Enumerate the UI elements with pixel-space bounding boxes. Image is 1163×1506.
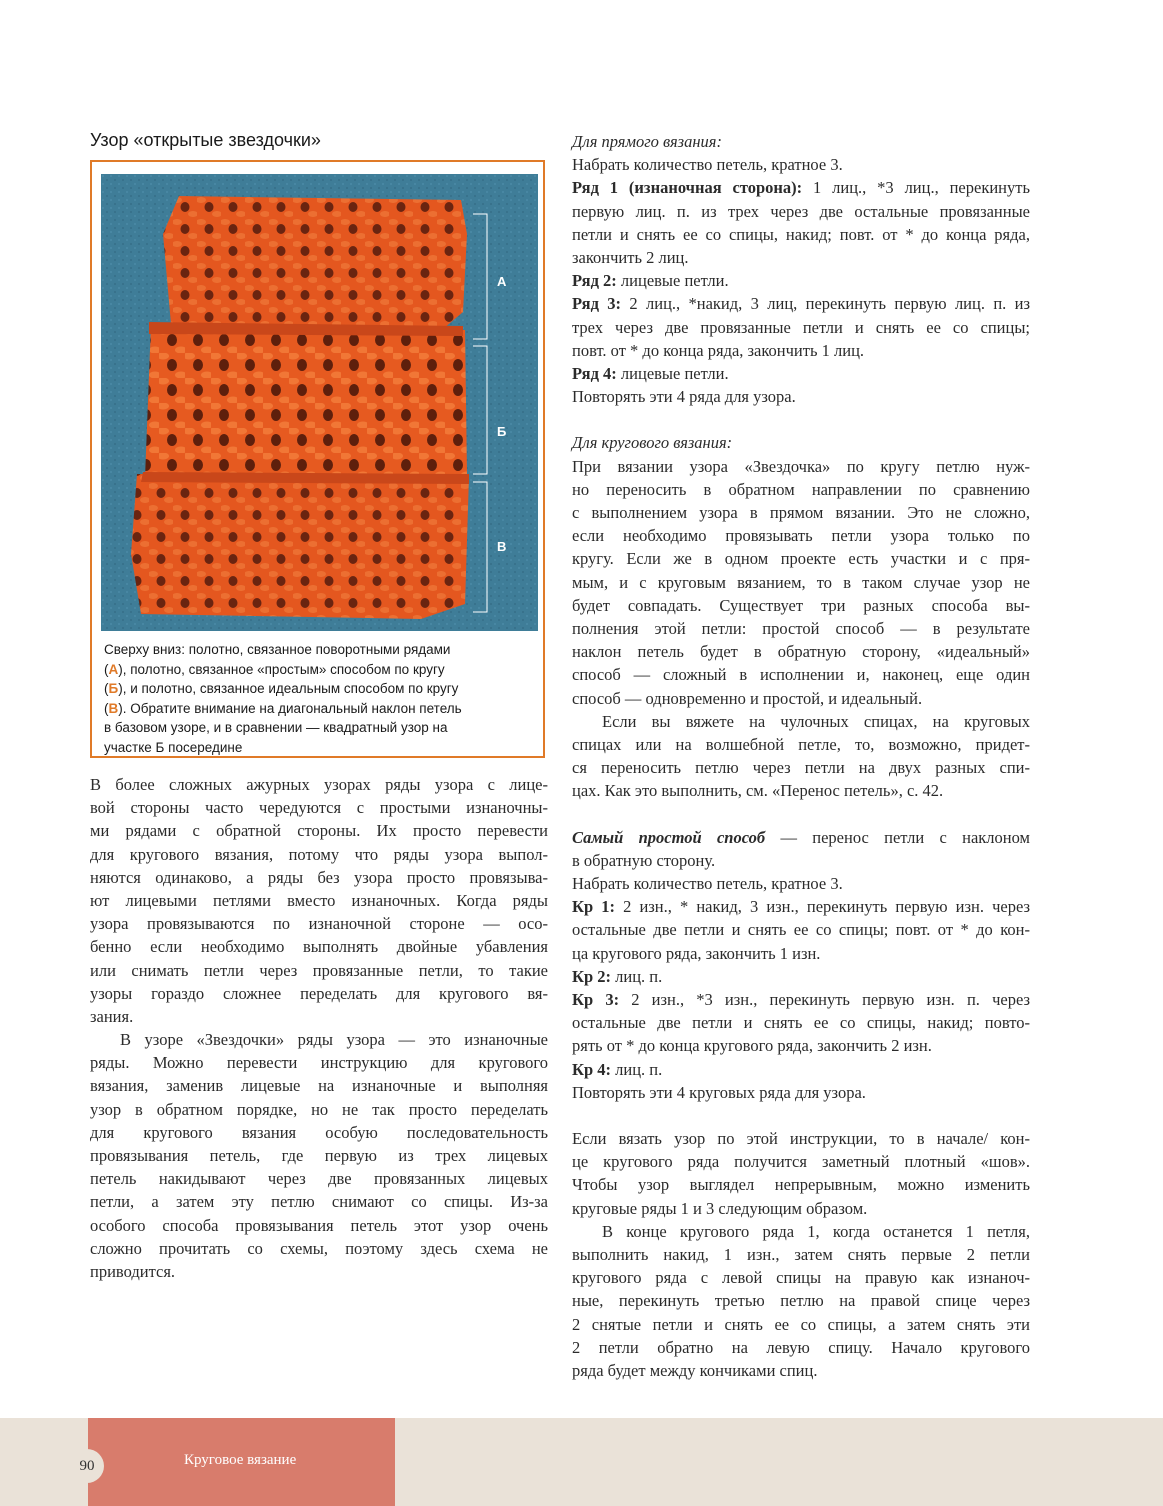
body-text: рять от * до конца кругового ряда, закончить 2 изн. xyxy=(572,1036,932,1056)
caption-text: участке Б посередине xyxy=(104,739,243,755)
text-line xyxy=(572,1127,1030,1150)
text-line xyxy=(572,223,1030,246)
text-line xyxy=(572,1243,1030,1266)
body-text: лицевые петли. xyxy=(616,363,729,383)
caption-section-tag: А xyxy=(108,661,119,677)
caption-line xyxy=(104,718,534,738)
text-line xyxy=(572,1150,1030,1173)
body-text: 2 изн., *3 изн., перекинуть первую изн. п. через xyxy=(619,989,1030,1009)
text-line xyxy=(572,663,1030,686)
text-line xyxy=(572,779,1030,802)
text-line xyxy=(572,385,1030,408)
text-line xyxy=(572,687,1030,710)
text-line xyxy=(90,1214,548,1237)
text-line xyxy=(572,640,1030,663)
caption-text: ( xyxy=(104,661,109,677)
body-text: первую лиц. п. из трех через две остальные провязанные xyxy=(572,201,1030,221)
body-text: для кругового вязания особую последовательность xyxy=(90,1122,548,1142)
body-text: В узоре «Звездочки» ряды узора — это изнаночные xyxy=(120,1030,548,1050)
knitted-swatch-photo xyxy=(101,174,538,631)
caption-text: Сверху вниз: полотно, связанное поворотными рядами xyxy=(104,642,451,657)
text-line xyxy=(90,1237,548,1260)
caption-text: ( xyxy=(104,681,109,696)
text-line xyxy=(572,1058,1030,1081)
text-line xyxy=(90,866,548,889)
body-text: 2 снятые петли и снять ее со спицы, а затем снять эти xyxy=(572,1314,1030,1334)
body-text: ся переносить петлю через петли на двух разных спи- xyxy=(572,758,1030,778)
emphasis-text: Ряд 4: xyxy=(572,363,617,383)
section-label-b: Б xyxy=(497,424,507,439)
body-text: 2 петли обратно на левую спицу. Начало кругового xyxy=(572,1337,1030,1357)
text-line xyxy=(572,455,1030,478)
body-text: лицевые петли. xyxy=(616,271,729,291)
text-line xyxy=(572,1220,1030,1243)
body-text: кругового ряда с левой спицы на правую как изнаноч- xyxy=(572,1268,1030,1288)
body-text: способ — одновременно и простой, и идеальный. xyxy=(572,688,923,708)
body-text: це кругового ряда получится заметный плотный «шов». xyxy=(572,1152,1030,1172)
body-text: В конце кругового ряда 1, когда останется 1 петля, xyxy=(602,1221,1030,1241)
text-line xyxy=(572,965,1030,988)
body-text: ные, перекинуть третью петлю на правой спице через xyxy=(572,1291,1030,1311)
caption-line xyxy=(104,640,534,660)
text-line xyxy=(572,269,1030,292)
body-text: ца кругового ряда, закончить 1 изн. xyxy=(572,943,821,963)
text-line xyxy=(572,153,1030,176)
text-line xyxy=(90,959,548,982)
body-text: Повторять эти 4 ряда для узора. xyxy=(572,387,796,407)
text-line xyxy=(90,982,548,1005)
body-text: Если вы вяжете на чулочных спицах, на круговых xyxy=(602,711,1030,731)
caption-section-tag: Б xyxy=(108,681,119,696)
text-line xyxy=(572,1197,1030,1220)
body-text: — перенос петли с наклоном xyxy=(765,827,1030,847)
text-line xyxy=(90,1074,548,1097)
text-line xyxy=(572,826,1030,849)
text-line xyxy=(572,362,1030,385)
emphasis-text: Кр 4: xyxy=(572,1059,612,1079)
text-line xyxy=(572,849,1030,872)
section-label-a: А xyxy=(497,274,507,289)
text-line xyxy=(572,1034,1030,1057)
text-line xyxy=(90,889,548,912)
section-heading: Узор «открытые звездочки» xyxy=(90,130,321,150)
body-text: мым, и с круговым вязанием, то в таком случае узор не xyxy=(572,572,1030,592)
text-line xyxy=(90,1167,548,1190)
body-text: узор в обратном порядке, но не так просто переделать xyxy=(90,1099,548,1119)
swatch-illustration xyxy=(101,174,538,631)
text-line xyxy=(572,339,1030,362)
text-line xyxy=(572,176,1030,199)
text-line xyxy=(90,1260,548,1283)
body-text: ют лицевыми петлями вместо изнаночных. Когда ряды xyxy=(90,890,548,910)
emphasis-text: Кр 1: xyxy=(572,897,615,917)
caption-line xyxy=(104,660,534,680)
footer-section-title: Круговое вязание xyxy=(184,1452,297,1468)
body-text: в обратную сторону. xyxy=(572,850,716,870)
body-text: если необходимо провязывать петли узора только по xyxy=(572,526,1030,546)
body-text: лиц. п. xyxy=(611,966,663,986)
page-number: 90 xyxy=(70,1449,104,1483)
text-line xyxy=(572,872,1030,895)
body-text: Чтобы узор выглядел непрерывным, можно изменить xyxy=(572,1175,1030,1195)
body-text: особого способа провязывания петель этот узор очень xyxy=(90,1215,548,1235)
emphasis-text: Ряд 2: xyxy=(572,271,617,291)
text-line xyxy=(90,773,548,796)
paragraph-gap xyxy=(572,802,1030,825)
body-text: выполнить накид, 1 изн., затем снять первые 2 петли xyxy=(572,1245,1030,1264)
body-text: няются одинаково, а ряды без узора просто провязыва- xyxy=(90,867,548,887)
emphasis-text: Кр 2: xyxy=(572,966,612,986)
body-text: способ — сложный в исполнении и, наконец, еще один xyxy=(572,665,1030,685)
text-line xyxy=(572,571,1030,594)
text-line xyxy=(90,912,548,935)
body-text: вой стороны часто чередуются с простыми изнаночны- xyxy=(90,798,548,818)
figure-caption xyxy=(104,640,534,757)
body-text: узоры гораздо сложнее переделать для кругового вя- xyxy=(90,983,548,1003)
body-text: наклон петель будет в обратную сторону, «идеальный» xyxy=(572,642,1030,662)
caption-text: в базовом узоре, и в сравнении — квадратный узор на xyxy=(104,720,448,735)
text-line xyxy=(572,547,1030,570)
emphasis-text: Самый простой способ xyxy=(572,827,766,847)
text-line xyxy=(572,1266,1030,1289)
text-line xyxy=(572,524,1030,547)
text-line xyxy=(572,478,1030,501)
body-text: будет совпадать. Существует три разных способа вы- xyxy=(572,595,1030,615)
text-line xyxy=(572,895,1030,918)
body-text: петли и снять ее со спицы, накид; повт. от * до конца ряда, xyxy=(572,224,1030,244)
emphasis-text: Для прямого вязания: xyxy=(572,132,722,151)
body-text: сложно прочитать со схемы, поэтому здесь схема не xyxy=(90,1238,548,1258)
text-line xyxy=(572,501,1030,524)
text-line xyxy=(90,1144,548,1167)
text-line xyxy=(572,246,1030,269)
caption-text: ), и полотно, связанное идеальным способом по кругу xyxy=(118,681,459,696)
body-text: спицах или на волшебной петле, то, возможно, придет- xyxy=(572,734,1030,754)
text-line xyxy=(572,292,1030,315)
section-label-v: В xyxy=(497,539,507,554)
figure-frame xyxy=(90,160,545,758)
text-line xyxy=(572,733,1030,756)
text-line xyxy=(572,942,1030,965)
body-text: остальные две петли и снять ее со спицы; повт. от * до кон- xyxy=(572,920,1030,940)
caption-section-tag: В xyxy=(108,700,119,716)
text-line xyxy=(572,1336,1030,1359)
text-line xyxy=(572,1173,1030,1196)
emphasis-text: Для кругового вязания: xyxy=(572,433,733,453)
body-text: ряды. Можно перевести инструкцию для кругового xyxy=(90,1053,548,1073)
body-text: остальные две петли и снять ее со спицы, накид; повто- xyxy=(572,1013,1030,1033)
body-text: петель накидывают через две провязанных лицевых xyxy=(90,1169,548,1189)
text-line xyxy=(90,1121,548,1144)
paragraph-gap xyxy=(572,1104,1030,1127)
caption-line xyxy=(104,738,534,758)
text-line xyxy=(572,1289,1030,1312)
text-line xyxy=(572,988,1030,1011)
body-text: ряда будет между кончиками спиц. xyxy=(572,1360,818,1380)
emphasis-text: Кр 3: xyxy=(572,989,620,1009)
body-text: но переносить в обратном направлении по сравнению xyxy=(572,479,1030,499)
text-line xyxy=(90,935,548,958)
text-line xyxy=(90,1051,548,1074)
body-text: петли, а затем эту петлю снимают со спицы. Из-за xyxy=(90,1192,548,1212)
body-text: зания. xyxy=(90,1006,134,1026)
text-line xyxy=(90,819,548,842)
body-text: вязания, заменив лицевые на изнаночные и выполняя xyxy=(90,1076,548,1096)
body-text: 2 изн., * накид, 3 изн., перекинуть первую изн. через xyxy=(615,897,1030,917)
text-line xyxy=(90,1190,548,1213)
emphasis-text: Ряд 1 (изнаночная сторона): xyxy=(572,178,803,198)
text-line xyxy=(90,796,548,819)
body-text: или снимать петли через провязанные петли, то такие xyxy=(90,960,548,980)
text-line xyxy=(572,130,1030,153)
text-line xyxy=(572,431,1030,454)
body-text: закончить 2 лиц. xyxy=(572,247,689,267)
body-text: Если вязать узор по этой инструкции, то в начале/ кон- xyxy=(572,1129,1030,1149)
text-line xyxy=(572,1081,1030,1104)
body-text: цах. Как это выполнить, см. «Перенос петель», с. 42. xyxy=(572,781,944,801)
caption-text: ), полотно, связанное «простым» способом по кругу xyxy=(118,661,445,677)
text-line xyxy=(572,1359,1030,1382)
right-column-text xyxy=(572,130,1030,1382)
text-line xyxy=(572,316,1030,339)
body-text: круговые ряды 1 и 3 следующим образом. xyxy=(572,1198,868,1218)
text-line xyxy=(572,200,1030,223)
body-text: с выполнением узора в прямом вязании. Это не сложно, xyxy=(572,503,1030,522)
text-line xyxy=(572,710,1030,733)
body-text: При вязании узора «Звездочка» по кругу петлю нуж- xyxy=(572,456,1030,476)
text-line xyxy=(90,1098,548,1121)
caption-text: ). Обратите внимание на диагональный наклон петель xyxy=(118,700,462,716)
text-line xyxy=(572,1011,1030,1034)
emphasis-text: Ряд 3: xyxy=(572,294,622,314)
body-text: провязывания петель, где первую из трех лицевых xyxy=(90,1146,548,1165)
text-line xyxy=(90,843,548,866)
body-text: приводится. xyxy=(90,1261,176,1281)
body-text: узора провязываются по изнаночной стороне — осо- xyxy=(90,914,548,934)
body-text: бенно если необходимо выполнять двойные убавления xyxy=(90,937,548,957)
body-text: для кругового вязания, потому что ряды узора выпол- xyxy=(90,844,548,864)
caption-line xyxy=(104,699,534,719)
text-line xyxy=(572,756,1030,779)
body-text: кругу. Если же в одном проекте есть участки и с пря- xyxy=(572,549,1030,569)
left-column-text xyxy=(90,773,548,1283)
caption-line xyxy=(104,679,534,699)
body-text: В более сложных ажурных узорах ряды узора с лице- xyxy=(90,775,548,794)
body-text: ми рядами с обратной стороны. Их просто перевести xyxy=(90,821,548,841)
body-text: лиц. п. xyxy=(611,1059,663,1079)
body-text: трех через две провязанные петли и снять ее со спицы; xyxy=(572,317,1030,337)
text-line xyxy=(90,1028,548,1051)
text-line xyxy=(572,918,1030,941)
text-line xyxy=(572,617,1030,640)
body-text: Набрать количество петель, кратное 3. xyxy=(572,155,843,175)
body-text: полнения этой петли: простой способ — в результате xyxy=(572,618,1030,638)
caption-text: ( xyxy=(104,700,109,716)
text-line xyxy=(90,1005,548,1028)
text-line xyxy=(572,1313,1030,1336)
text-line xyxy=(572,594,1030,617)
body-text: 1 лиц., *3 лиц., перекинуть xyxy=(802,178,1030,198)
body-text: 2 лиц., *накид, 3 лиц, перекинуть первую лиц. п. из xyxy=(621,294,1030,314)
paragraph-gap xyxy=(572,408,1030,431)
body-text: повт. от * до конца ряда, закончить 1 лиц. xyxy=(572,340,865,360)
body-text: Набрать количество петель, кратное 3. xyxy=(572,874,843,893)
body-text: Повторять эти 4 круговых ряда для узора. xyxy=(572,1082,866,1102)
